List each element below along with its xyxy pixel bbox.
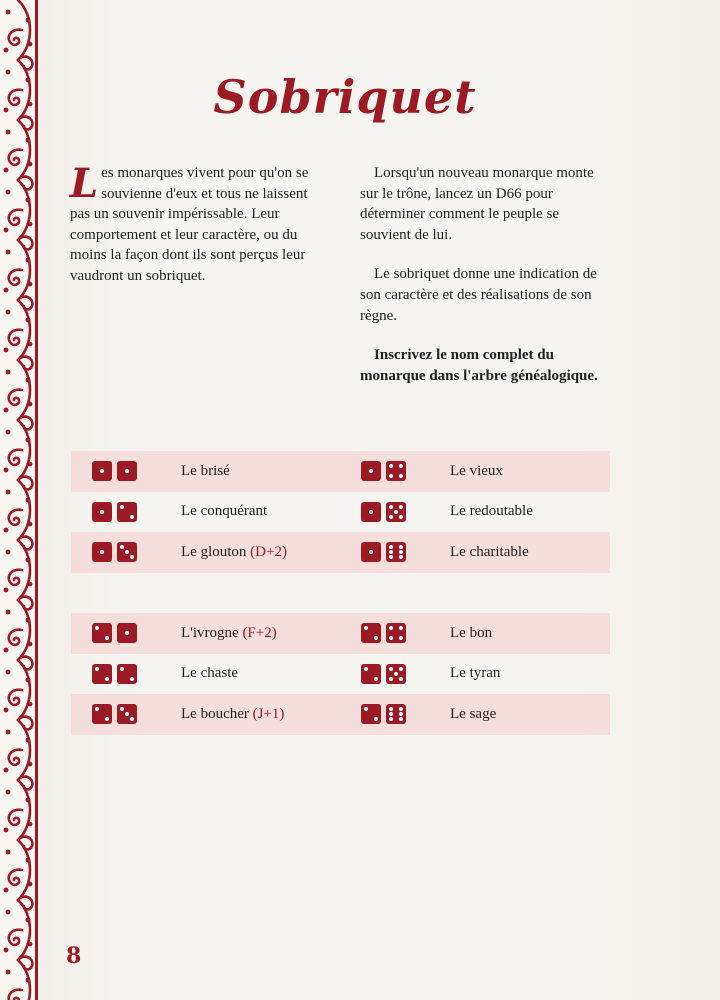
sobriquet-modifier: (J+1) bbox=[248, 705, 285, 722]
sobriquet-name: Le glouton bbox=[181, 543, 247, 560]
table-cell bbox=[361, 492, 533, 533]
page-number: 8 bbox=[66, 943, 82, 969]
instruction-paragraph-3: Inscrivez le nom complet du monarque dans l'arbre généalogique. bbox=[360, 347, 598, 384]
sobriquet-label bbox=[450, 503, 533, 520]
floral-scroll-icon bbox=[0, 0, 38, 1000]
die-face-1-icon bbox=[92, 461, 112, 481]
intro-right-column bbox=[360, 163, 612, 405]
die-face-3-icon bbox=[117, 542, 137, 562]
sobriquet-table-2 bbox=[71, 613, 610, 735]
sobriquet-label bbox=[450, 544, 529, 561]
table-cell bbox=[92, 492, 267, 533]
table-cell bbox=[92, 532, 287, 573]
table-cell bbox=[361, 532, 529, 573]
table-row bbox=[71, 451, 610, 492]
sobriquet-name: Le boucher bbox=[181, 705, 249, 722]
sobriquet-name: Le conquérant bbox=[181, 503, 268, 520]
drop-cap: L bbox=[70, 160, 99, 207]
dice-pair bbox=[92, 704, 172, 724]
die-face-2-icon bbox=[92, 664, 112, 684]
sobriquet-label bbox=[181, 625, 277, 642]
table-row bbox=[71, 654, 610, 695]
die-face-2-icon bbox=[117, 502, 137, 522]
sobriquet-label bbox=[450, 706, 496, 723]
dice-pair bbox=[92, 542, 172, 562]
dice-pair bbox=[92, 664, 172, 684]
table-row bbox=[71, 694, 610, 735]
table-row bbox=[71, 613, 610, 654]
dice-pair bbox=[92, 623, 172, 643]
die-face-2-icon bbox=[92, 623, 112, 643]
intro-paragraph: es monarques vivent pour qu'on se souvienne d'eux et tous ne laissent pas un souvenir impérissable. Leur comportement et leur caractère, ou du moins la façon dont ils sont perçus leur vaudront un sobriquet. bbox=[70, 165, 309, 284]
sobriquet-label bbox=[181, 463, 230, 480]
die-face-2-icon bbox=[92, 704, 112, 724]
table-cell bbox=[92, 654, 238, 695]
die-face-1-icon bbox=[117, 623, 137, 643]
sobriquet-name: Le sage bbox=[450, 705, 497, 722]
table-cell bbox=[92, 694, 284, 735]
sobriquet-name: Le brisé bbox=[181, 462, 230, 479]
instruction-paragraph-1: Lorsqu'un nouveau monarque monte sur le trône, lancez un D66 pour déterminer comment le peuple se souvient de lui. bbox=[360, 165, 594, 243]
sobriquet-label bbox=[181, 544, 287, 561]
sobriquet-label bbox=[450, 665, 500, 682]
sobriquet-modifier: (F+2) bbox=[238, 624, 277, 641]
die-face-5-icon bbox=[386, 664, 406, 684]
sobriquet-name: Le vieux bbox=[450, 462, 503, 479]
sobriquet-name: Le chaste bbox=[181, 665, 239, 682]
die-face-1-icon bbox=[92, 502, 112, 522]
sobriquet-label bbox=[181, 665, 238, 682]
die-face-3-icon bbox=[117, 704, 137, 724]
table-cell bbox=[92, 451, 230, 492]
sobriquet-name: L'ivrogne bbox=[181, 624, 239, 641]
sobriquet-modifier: (D+2) bbox=[246, 543, 287, 560]
sobriquet-label bbox=[181, 503, 267, 520]
sobriquet-name: Le charitable bbox=[450, 543, 529, 560]
dice-pair bbox=[92, 502, 172, 522]
die-face-2-icon bbox=[361, 704, 381, 724]
die-face-6-icon bbox=[386, 542, 406, 562]
page-title: Sobriquet bbox=[213, 70, 477, 124]
floral-border bbox=[0, 0, 38, 1000]
sobriquet-name: Le bon bbox=[450, 624, 493, 641]
table-cell bbox=[361, 613, 492, 654]
dice-pair bbox=[361, 623, 441, 643]
sobriquet-label bbox=[181, 706, 284, 723]
sobriquet-name: Le tyran bbox=[450, 665, 501, 682]
table-cell bbox=[361, 694, 496, 735]
die-face-6-icon bbox=[386, 704, 406, 724]
sobriquet-label bbox=[450, 463, 503, 480]
dice-pair bbox=[361, 542, 441, 562]
die-face-4-icon bbox=[386, 461, 406, 481]
table-row bbox=[71, 492, 610, 533]
die-face-1-icon bbox=[92, 542, 112, 562]
table-row bbox=[71, 532, 610, 573]
dice-pair bbox=[361, 704, 441, 724]
die-face-4-icon bbox=[386, 623, 406, 643]
dice-pair bbox=[92, 461, 172, 481]
die-face-1-icon bbox=[361, 502, 381, 522]
sobriquet-label bbox=[450, 625, 492, 642]
sobriquet-table-1 bbox=[71, 451, 610, 573]
instruction-paragraph-2: Le sobriquet donne une indication de son caractère et des réalisations de son règne. bbox=[360, 266, 597, 324]
die-face-1-icon bbox=[117, 461, 137, 481]
die-face-5-icon bbox=[386, 502, 406, 522]
dice-pair bbox=[361, 664, 441, 684]
table-cell bbox=[361, 654, 500, 695]
die-face-1-icon bbox=[361, 542, 381, 562]
intro-left-column bbox=[70, 160, 320, 287]
die-face-2-icon bbox=[361, 664, 381, 684]
die-face-1-icon bbox=[361, 461, 381, 481]
table-cell bbox=[361, 451, 503, 492]
table-cell bbox=[92, 613, 277, 654]
sobriquet-name: Le redoutable bbox=[450, 503, 533, 520]
dice-pair bbox=[361, 461, 441, 481]
dice-pair bbox=[361, 502, 441, 522]
die-face-2-icon bbox=[117, 664, 137, 684]
die-face-2-icon bbox=[361, 623, 381, 643]
